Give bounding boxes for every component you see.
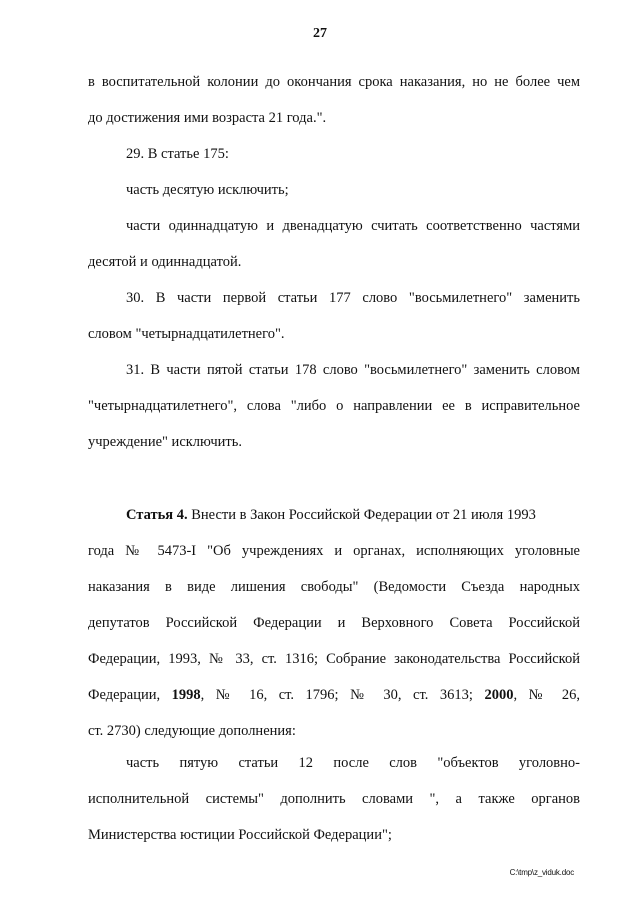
paragraph-article-4-item xyxy=(88,745,580,853)
text-fragment: , № 26, xyxy=(513,687,580,703)
text-line: депутатов Российской Федерации и Верховного Совета Российской xyxy=(88,615,580,631)
text-line: Федерации, 1993, № 33, ст. 1316; Собрание законодательства Российской xyxy=(88,651,580,667)
paragraph-continuation xyxy=(88,64,580,136)
page-number: 27 xyxy=(313,26,327,41)
text-line: 30. В части первой статьи 177 слово "восьмилетнего" заменить xyxy=(126,290,580,306)
text-line: учреждение" исключить. xyxy=(88,434,242,450)
text-line: Министерства юстиции Российской Федерации"; xyxy=(88,827,392,843)
text-line: часть пятую статьи 12 после слов "объектов уголовно- xyxy=(126,755,580,771)
text-fragment: Федерации, xyxy=(88,687,172,703)
text-line: словом "четырнадцатилетнего". xyxy=(88,326,285,342)
text-line: 29. В статье 175: xyxy=(126,146,229,162)
year-bold: 2000 xyxy=(484,687,514,703)
text-fragment: , № 16, ст. 1796; № 30, ст. 3613; xyxy=(200,687,485,703)
text-line xyxy=(88,677,580,713)
paragraph-item-30 xyxy=(88,280,580,352)
text-line xyxy=(88,497,580,533)
text-line: части одиннадцатую и двенадцатую считать соответственно частями xyxy=(126,218,580,234)
text-line: часть десятую исключить; xyxy=(126,182,289,198)
paragraph-article-4 xyxy=(88,497,580,749)
text-line: наказания в виде лишения свободы" (Ведомости Съезда народных xyxy=(88,579,580,595)
text-line: "четырнадцатилетнего", слова "либо о направлении ее в исправительное xyxy=(88,398,580,414)
text-line: десятой и одиннадцатой. xyxy=(88,254,242,270)
text-fragment: Внести в Закон Российской Федерации от 21 июля 1993 xyxy=(187,507,536,523)
article-heading: Статья 4. xyxy=(126,507,188,523)
text-line: ст. 2730) следующие дополнения: xyxy=(88,723,296,739)
paragraph-item-31 xyxy=(88,352,580,460)
text-line: до достижения ими возраста 21 года.". xyxy=(88,110,327,126)
text-line: в воспитательной колонии до окончания срока наказания, но не более чем xyxy=(88,74,580,90)
paragraph-item-29 xyxy=(88,136,580,280)
file-path-footer: C:\tmp\z_viduk.doc xyxy=(509,868,574,877)
text-line: 31. В части пятой статьи 178 слово "восьмилетнего" заменить словом xyxy=(126,362,580,378)
text-line: исполнительной системы" дополнить словами ", а также органов xyxy=(88,791,580,807)
text-line: года № 5473-I "Об учреждениях и органах, исполняющих уголовные xyxy=(88,543,580,559)
year-bold: 1998 xyxy=(171,687,201,703)
